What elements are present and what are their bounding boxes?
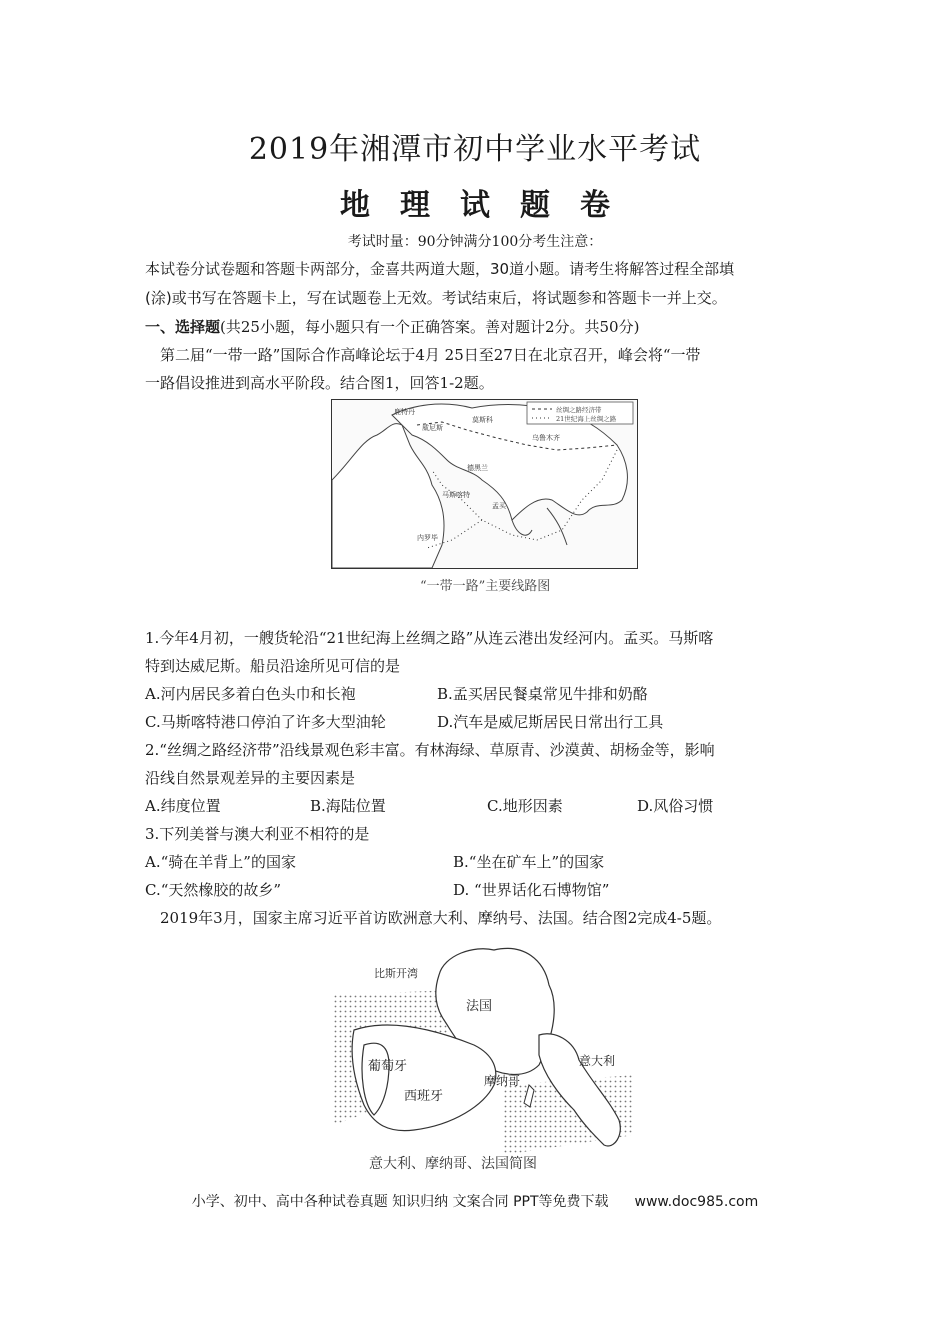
label-spain: 西班牙 <box>404 1089 444 1104</box>
q1-option-d: D.汽车是威尼斯居民日常出行工具 <box>437 713 664 731</box>
page-footer <box>0 1191 950 1211</box>
exam-time-note: 考试时量：90分钟满分100分考生注意： <box>347 234 603 250</box>
q2-stem-line-2: 沿线自然景观差异的主要因素是 <box>145 769 356 787</box>
intro1-line-1: 第二届“一带一路”国际合作高峰论坛于4月 25日至27日在北京召开，峰会将“一带 <box>160 346 701 364</box>
q2-option-a: A.纬度位置 <box>145 797 221 815</box>
footer-text: 小学、初中、高中各种试卷真题 知识归纳 文案合同 PPT等免费下载 <box>191 1194 609 1210</box>
q2-option-b: B.海陆位置 <box>310 797 386 815</box>
place-nairobi: 内罗毕 <box>417 534 438 542</box>
belt-road-map-drawing <box>332 400 637 568</box>
place-venice: 威尼斯 <box>422 424 443 432</box>
place-moscow: 莫斯科 <box>472 416 493 424</box>
label-biscay-bay: 比斯开湾 <box>374 967 418 980</box>
place-muscat: 马斯喀特 <box>442 491 470 499</box>
label-france: 法国 <box>466 999 493 1014</box>
page-title: 2019年湘潭市初中学业水平考试 <box>248 132 702 167</box>
q3-option-a: A.“骑在羊背上”的国家 <box>145 853 296 871</box>
footer-site-link[interactable]: www.doc985.com <box>634 1194 759 1210</box>
map2-caption: 意大利、摩纳哥、法国简图 <box>369 1156 537 1172</box>
place-tehran: 德黑兰 <box>467 464 488 472</box>
section-label: 一、选择题 <box>145 318 221 336</box>
q3-option-c: C.“天然橡胶的故乡” <box>145 881 282 899</box>
map1-caption: “一带一路”主要线路图 <box>420 579 551 594</box>
paper-subtitle: 地理试题卷 <box>340 188 640 223</box>
q1-option-b: B.孟买居民餐桌常见牛排和奶酪 <box>437 685 648 703</box>
section-description: (共25小题，每小题只有一个正确答案。善对题计2分。共50分) <box>220 318 640 336</box>
europe-map-drawing <box>334 935 634 1175</box>
label-monaco: 摩纳哥 <box>484 1074 521 1088</box>
q2-option-c: C.地形因素 <box>487 797 563 815</box>
q2-option-d: D.风俗习惯 <box>637 797 714 815</box>
q1-stem-line-1: 1.今年4月初，一艘货轮沿“21世纪海上丝绸之路”从连云港出发经河内。孟买。马斯喀 <box>145 629 714 647</box>
place-urumqi: 乌鲁木齐 <box>532 434 560 442</box>
legend-sea-route: 21世纪海上丝绸之路 <box>556 415 617 423</box>
label-italy: 意大利 <box>579 1054 616 1068</box>
q1-stem-line-2: 特到达威尼斯。船员沿途所见可信的是 <box>145 657 401 675</box>
place-rotterdam: 鹿特丹 <box>394 408 415 416</box>
europe-map <box>334 935 634 1175</box>
instruction-line-2: (涂)或书写在答题卡上，写在试题卷上无效。考试结束后，将试题参和答题卡一并上交。 <box>145 289 727 307</box>
instruction-line-1: 本试卷分试卷题和答题卡两部分，金喜共两道大题，30道小题。请考生将解答过程全部填 <box>145 260 735 278</box>
q1-option-a: A.河内居民多着白色头巾和长袍 <box>145 685 356 703</box>
q1-option-c: C.马斯喀特港口停泊了许多大型油轮 <box>145 713 386 731</box>
label-portugal: 葡萄牙 <box>368 1059 408 1074</box>
q3-option-b: B.“坐在矿车上”的国家 <box>453 853 605 871</box>
place-mumbai: 孟买 <box>492 502 506 510</box>
legend-land-route: 丝绸之路经济带 <box>556 406 602 414</box>
belt-road-map <box>331 399 638 569</box>
q2-stem-line-1: 2.“丝绸之路经济带”沿线景观色彩丰富。有林海绿、草原青、沙漠黄、胡杨金等，影响 <box>145 741 715 759</box>
section-heading <box>145 316 810 337</box>
q3-stem: 3.下列美誉与澳大利亚不相符的是 <box>145 825 370 843</box>
intro2-text: 2019年3月，国家主席习近平首访欧洲意大利、摩纳号、法国。结合图2完成4-5题。 <box>160 909 722 927</box>
q3-option-d: D. “世界话化石博物馆” <box>453 881 610 899</box>
intro1-line-2: 一路倡设推进到高水平阶段。结合图1，回答1-2题。 <box>145 374 494 392</box>
